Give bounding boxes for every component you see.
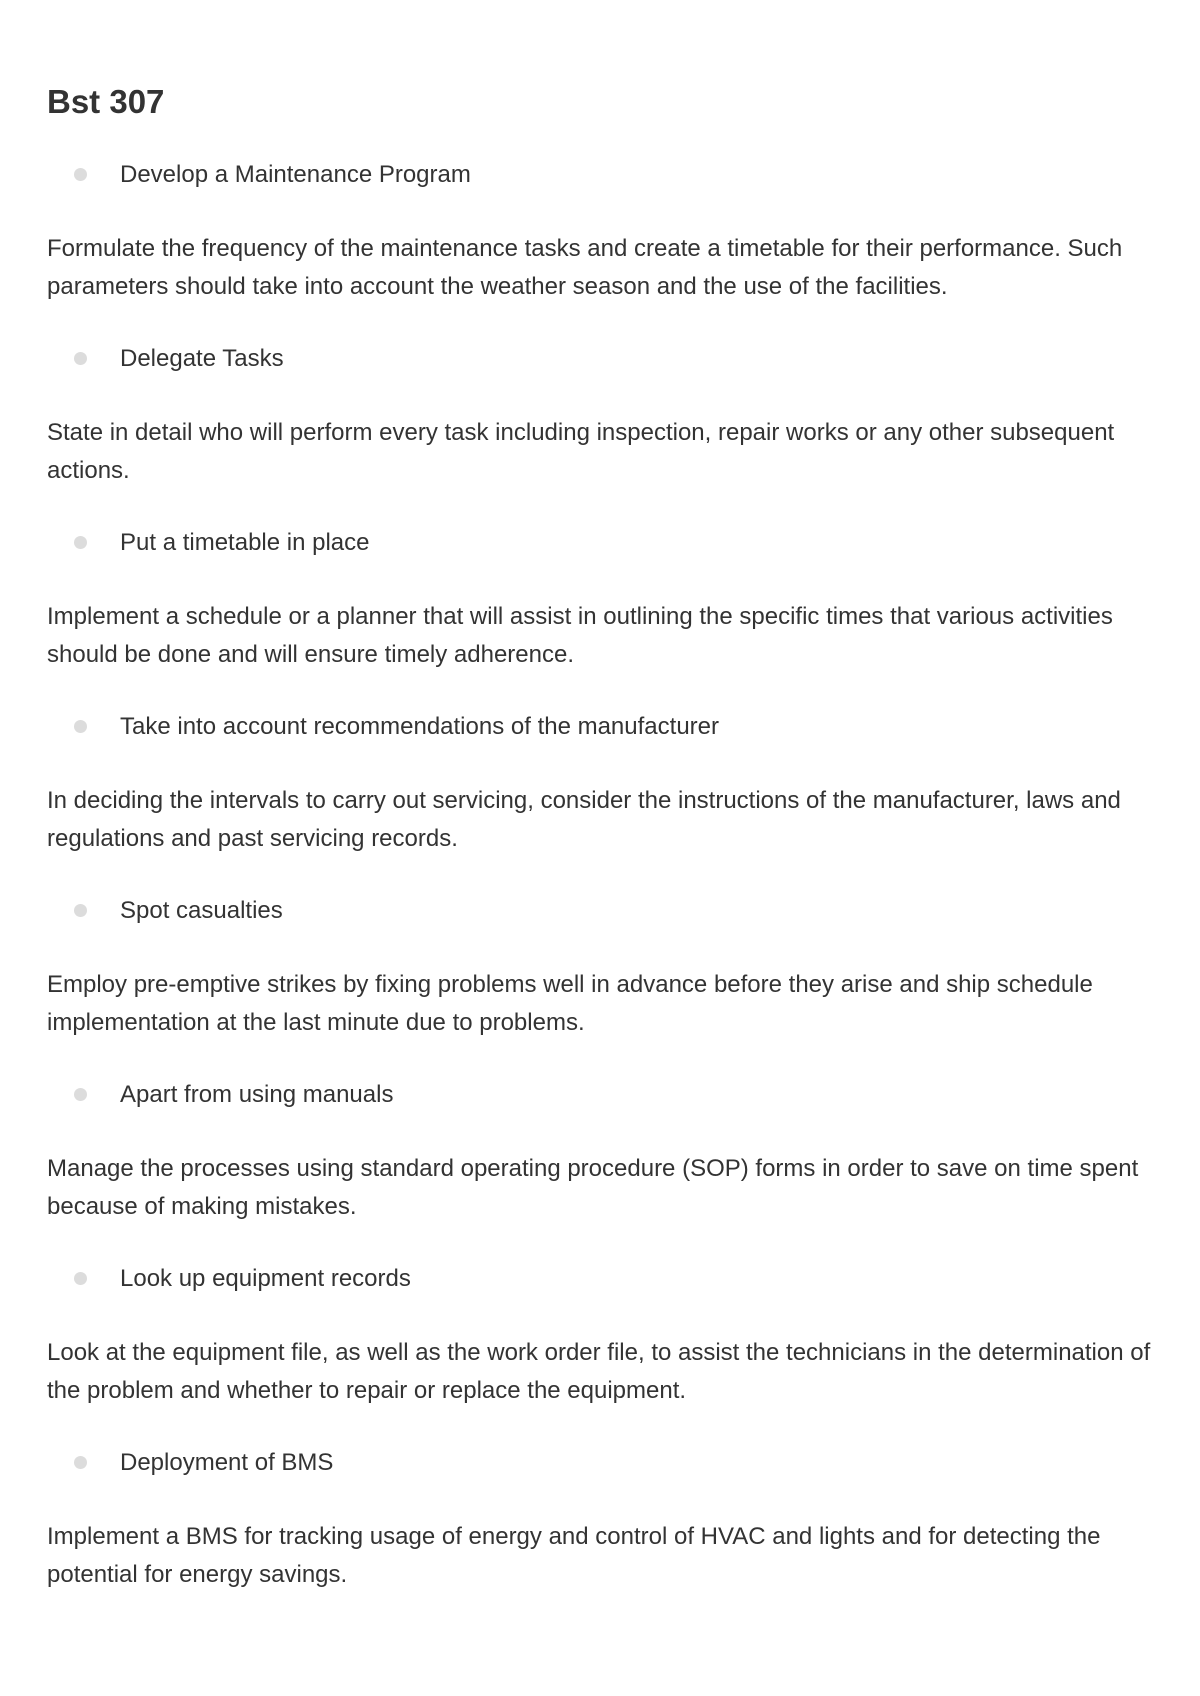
- section: [47, 524, 1156, 673]
- document-title: Bst 307: [47, 83, 165, 120]
- section-paragraph: State in detail who will perform every task including inspection, repair works or any other subsequent actions.: [47, 419, 1115, 484]
- bullet-dot-icon: [74, 1088, 87, 1101]
- section: [47, 1260, 1156, 1409]
- bullet-dot-icon: [74, 904, 87, 917]
- bullet-heading: Apart from using manuals: [120, 1081, 394, 1108]
- section-paragraph: Manage the processes using standard operating procedure (SOP) forms in order to save on time spent because of making mistakes.: [47, 1155, 1139, 1220]
- bullet-heading: Delegate Tasks: [120, 345, 284, 372]
- bullet-item: [47, 892, 1156, 930]
- section-paragraph: Formulate the frequency of the maintenance tasks and create a timetable for their performance. Such parameters should take into account the weather season and the use of the facilities.: [47, 235, 1123, 300]
- bullet-item: [47, 1076, 1156, 1114]
- bullet-heading: Spot casualties: [120, 897, 283, 924]
- section-paragraph: Implement a schedule or a planner that will assist in outlining the specific times that various activities should be done and will ensure timely adherence.: [47, 603, 1113, 668]
- document-sections: [47, 156, 1156, 1593]
- bullet-heading: Put a timetable in place: [120, 529, 370, 556]
- bullet-item: [47, 524, 1156, 562]
- section: [47, 1444, 1156, 1593]
- bullet-heading: Look up equipment records: [120, 1265, 411, 1292]
- bullet-dot-icon: [74, 168, 87, 181]
- bullet-item: [47, 1444, 1156, 1482]
- bullet-item: [47, 708, 1156, 746]
- section-paragraph: Implement a BMS for tracking usage of energy and control of HVAC and lights and for detecting the potential for energy savings.: [47, 1523, 1101, 1588]
- bullet-heading: Develop a Maintenance Program: [120, 161, 471, 188]
- bullet-dot-icon: [74, 536, 87, 549]
- bullet-heading: Take into account recommendations of the manufacturer: [120, 713, 719, 740]
- bullet-dot-icon: [74, 720, 87, 733]
- bullet-dot-icon: [74, 1272, 87, 1285]
- bullet-dot-icon: [74, 352, 87, 365]
- bullet-item: [47, 1260, 1156, 1298]
- section: [47, 892, 1156, 1041]
- section-paragraph: Employ pre-emptive strikes by fixing problems well in advance before they arise and ship schedule implementation at the last minute due to problems.: [47, 971, 1093, 1036]
- section-paragraph: Look at the equipment file, as well as the work order file, to assist the technicians in the determination of the problem and whether to repair or replace the equipment.: [47, 1339, 1151, 1404]
- section: [47, 1076, 1156, 1225]
- bullet-item: [47, 156, 1156, 194]
- section: [47, 340, 1156, 489]
- bullet-item: [47, 340, 1156, 378]
- bullet-heading: Deployment of BMS: [120, 1449, 334, 1476]
- section: [47, 156, 1156, 305]
- section: [47, 708, 1156, 857]
- bullet-dot-icon: [74, 1456, 87, 1469]
- section-paragraph: In deciding the intervals to carry out servicing, consider the instructions of the manufacturer, laws and regulations and past servicing records.: [47, 787, 1121, 852]
